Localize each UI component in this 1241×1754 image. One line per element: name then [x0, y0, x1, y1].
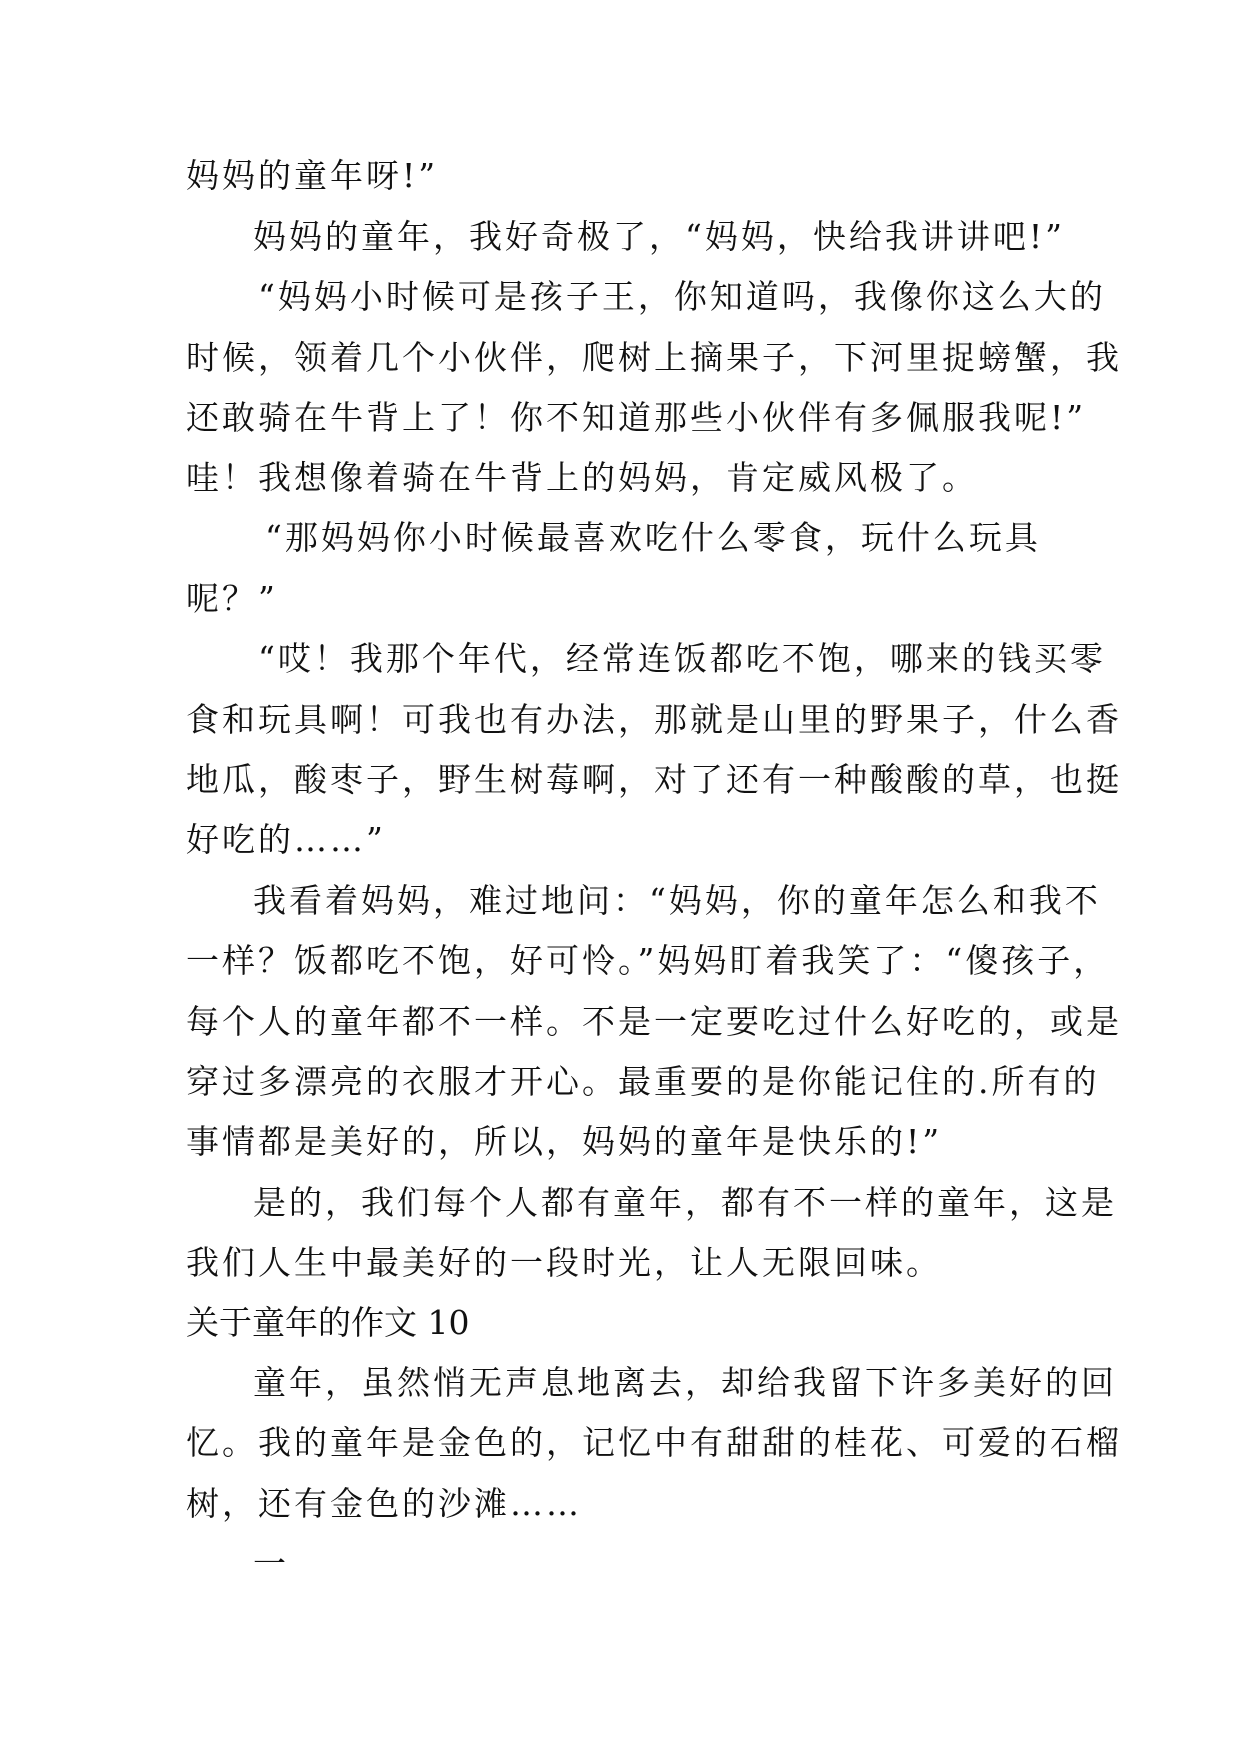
- text-line: 妈妈的童年呀!”: [186, 156, 439, 195]
- text-line: 呢？”: [186, 579, 278, 618]
- text-line: 童年，虽然悄无声息地离去，却给我留下许多美好的回: [253, 1363, 1117, 1402]
- text-line: 好吃的……”: [186, 820, 386, 859]
- text-line: 事情都是美好的，所以，妈妈的童年是快乐的!”: [186, 1122, 943, 1161]
- text-line: 忆。我的童年是金色的，记忆中有甜甜的桂花、可爱的石榴: [186, 1423, 1122, 1462]
- text-line: 时候，领着几个小伙伴，爬树上摘果子，下河里捉螃蟹，我: [186, 338, 1122, 377]
- text-line: 妈妈的童年，我好奇极了，“妈妈，快给我讲讲吧!”: [253, 217, 1066, 256]
- text-line: 我看着妈妈，难过地问：“妈妈，你的童年怎么和我不: [253, 881, 1101, 920]
- text-line: 每个人的童年都不一样。不是一定要吃过什么好吃的，或是: [186, 1002, 1122, 1041]
- text-line: 哇！我想像着骑在牛背上的妈妈，肯定威风极了。: [186, 458, 978, 497]
- text-line: 我们人生中最美好的一段时光，让人无限回味。: [186, 1243, 942, 1282]
- text-line: “那妈妈你小时候最喜欢吃什么零食，玩什么玩具: [265, 518, 1041, 557]
- text-line: 一: [253, 1544, 289, 1583]
- text-line: 穿过多漂亮的衣服才开心。最重要的是你能记住的.所有的: [186, 1062, 1100, 1101]
- text-line: 树，还有金色的沙滩……: [186, 1484, 582, 1523]
- text-line: “妈妈小时候可是孩子王，你知道吗，我像你这么大的: [258, 277, 1106, 316]
- section-heading: 关于童年的作文 10: [186, 1303, 470, 1342]
- text-line: “哎！我那个年代，经常连饭都吃不饱，哪来的钱买零: [258, 639, 1106, 678]
- text-line: 地瓜，酸枣子，野生树莓啊，对了还有一种酸酸的草，也挺: [186, 760, 1122, 799]
- text-line: 是的，我们每个人都有童年，都有不一样的童年，这是: [253, 1183, 1117, 1222]
- text-line: 食和玩具啊！可我也有办法，那就是山里的野果子，什么香: [186, 700, 1122, 739]
- text-line: 还敢骑在牛背上了！你不知道那些小伙伴有多佩服我呢!”: [186, 398, 1087, 437]
- text-line: 一样？饭都吃不饱，好可怜。”妈妈盯着我笑了：“傻孩子，: [186, 941, 1110, 980]
